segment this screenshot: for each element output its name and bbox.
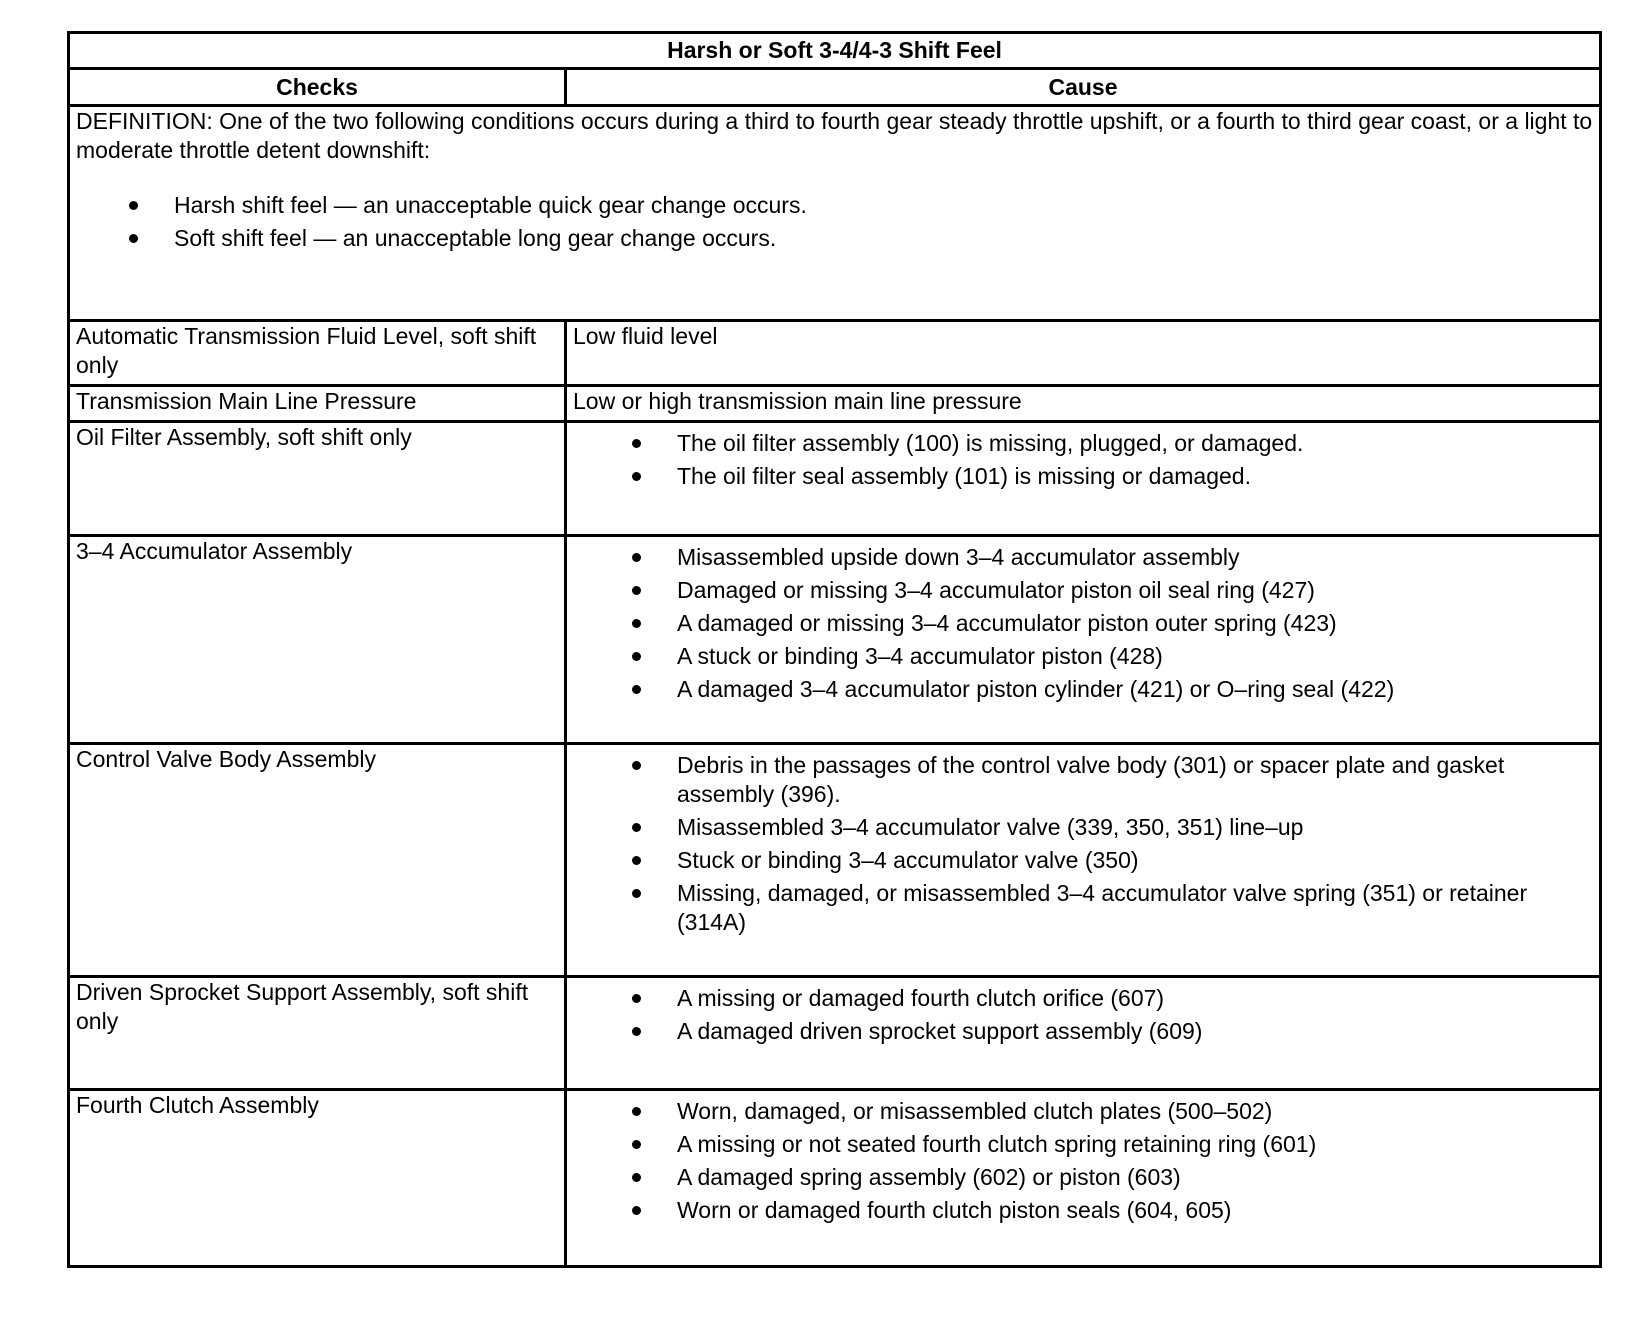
cause-list — [573, 427, 1593, 493]
cause-cell — [566, 536, 1601, 744]
checks-header: Checks — [69, 69, 566, 106]
cause-item: Misassembled upside down 3–4 accumulator assembly — [677, 541, 1593, 574]
table-row — [69, 744, 1601, 977]
table-row — [69, 536, 1601, 744]
cause-cell — [566, 1090, 1601, 1267]
cause-item: A missing or damaged fourth clutch orifice (607) — [677, 982, 1593, 1015]
cause-item: A missing or not seated fourth clutch spring retaining ring (601) — [677, 1128, 1593, 1161]
diagnostic-table — [67, 31, 1602, 1268]
cause-item: A damaged driven sprocket support assembly (609) — [677, 1015, 1593, 1048]
cause-item: Stuck or binding 3–4 accumulator valve (350) — [677, 844, 1593, 877]
cause-item: Damaged or missing 3–4 accumulator piston oil seal ring (427) — [677, 574, 1593, 607]
cause-cell — [566, 977, 1601, 1090]
cause-item: Misassembled 3–4 accumulator valve (339, 350, 351) line–up — [677, 811, 1593, 844]
table-row — [69, 1090, 1601, 1267]
check-cell: Automatic Transmission Fluid Level, soft shift only — [69, 321, 566, 386]
cause-item: The oil filter assembly (100) is missing, plugged, or damaged. — [677, 427, 1593, 460]
definition-row — [69, 106, 1601, 321]
cause-list — [573, 541, 1593, 706]
cause-item: A damaged or missing 3–4 accumulator piston outer spring (423) — [677, 607, 1593, 640]
definition-bullet: Soft shift feel — an unacceptable long gear change occurs. — [174, 222, 1593, 255]
cause-cell — [566, 422, 1601, 536]
table-header-row — [69, 69, 1601, 106]
cause-list — [573, 749, 1593, 939]
table-title-row — [69, 33, 1601, 69]
table-title: Harsh or Soft 3-4/4-3 Shift Feel — [69, 33, 1601, 69]
check-cell: Fourth Clutch Assembly — [69, 1090, 566, 1267]
cause-cell: Low fluid level — [566, 321, 1601, 386]
cause-item: Missing, damaged, or misassembled 3–4 accumulator valve spring (351) or retainer (314A) — [677, 877, 1593, 939]
cause-item: A stuck or binding 3–4 accumulator piston (428) — [677, 640, 1593, 673]
check-cell: 3–4 Accumulator Assembly — [69, 536, 566, 744]
cause-list — [573, 1095, 1593, 1227]
table-row — [69, 321, 1601, 386]
cause-cell — [566, 744, 1601, 977]
cause-item: The oil filter seal assembly (101) is missing or damaged. — [677, 460, 1593, 493]
check-cell: Driven Sprocket Support Assembly, soft shift only — [69, 977, 566, 1090]
check-cell: Control Valve Body Assembly — [69, 744, 566, 977]
cause-item: A damaged spring assembly (602) or piston (603) — [677, 1161, 1593, 1194]
definition-text: DEFINITION: One of the two following conditions occurs during a third to fourth gear steady throttle upshift, or a fourth to third gear coast, or a light to moderate throttle detent downshift: — [76, 108, 1593, 163]
cause-list — [573, 982, 1593, 1048]
cause-item: Debris in the passages of the control valve body (301) or spacer plate and gasket assembly (396). — [677, 749, 1593, 811]
definition-list — [76, 189, 1593, 255]
check-cell: Transmission Main Line Pressure — [69, 386, 566, 422]
cause-item: A damaged 3–4 accumulator piston cylinder (421) or O–ring seal (422) — [677, 673, 1593, 706]
cause-item: Worn or damaged fourth clutch piston seals (604, 605) — [677, 1194, 1593, 1227]
definition-bullet: Harsh shift feel — an unacceptable quick gear change occurs. — [174, 189, 1593, 222]
cause-cell: Low or high transmission main line pressure — [566, 386, 1601, 422]
definition-cell — [69, 106, 1601, 321]
table-row — [69, 422, 1601, 536]
check-cell: Oil Filter Assembly, soft shift only — [69, 422, 566, 536]
table-row — [69, 386, 1601, 422]
table-row — [69, 977, 1601, 1090]
cause-header: Cause — [566, 69, 1601, 106]
cause-item: Worn, damaged, or misassembled clutch plates (500–502) — [677, 1095, 1593, 1128]
